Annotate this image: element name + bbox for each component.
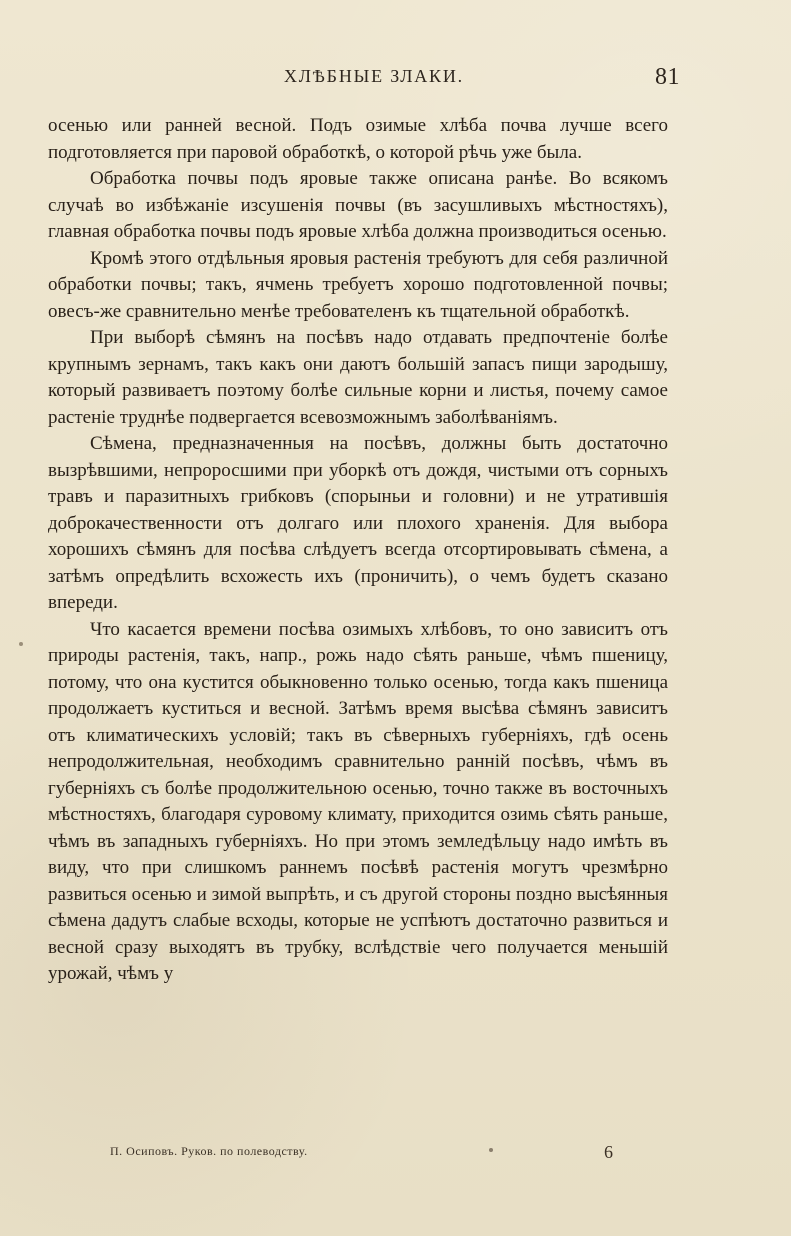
footer-signature: П. Осиповъ. Руков. по полеводству. bbox=[110, 1144, 308, 1158]
paragraph-3: Кромѣ этого отдѣльныя яровыя растенія требуютъ для себя различной обработки почвы; такъ, ячмень требуетъ хорошо подготовленной почвы; овесъ-же сравнительно менѣе требователенъ къ тщательной обработкѣ. bbox=[48, 247, 668, 322]
page-footer bbox=[110, 1142, 613, 1166]
footer-sheet-number: 6 bbox=[604, 1142, 613, 1162]
paragraph-2: Обработка почвы подъ яровые также описана ранѣе. Во всякомъ случаѣ во избѣжаніе изсушенія почвы (въ засушливыхъ мѣстностяхъ), главная обработка почвы подъ яровые хлѣба должна производиться осенью. bbox=[48, 168, 668, 242]
page-number: 81 bbox=[655, 64, 680, 90]
running-head: ХЛѢБНЫЕ ЗЛАКИ. bbox=[284, 66, 464, 86]
main-text bbox=[48, 113, 668, 1133]
margin-mark bbox=[19, 642, 23, 646]
paragraph-4: При выборѣ сѣмянъ на посѣвъ надо отдавать предпочтеніе болѣе крупнымъ зернамъ, такъ какъ они даютъ большій запасъ пищи зародышу, который развиваетъ поэтому болѣе сильные корни и листья, почему самое растеніе труднѣе подвергается всевозможнымъ заболѣваніямъ. bbox=[48, 327, 668, 428]
paragraph-6: Что касается времени посѣва озимыхъ хлѣбовъ, то оно зависитъ отъ природы растенія, такъ, напр., рожь надо сѣять раньше, чѣмъ пшеницу, потому, что она кустится обыкновенно только осенью, тогда какъ пшеница продолжаетъ куститься и весной. Затѣмъ время высѣва сѣмянъ зависитъ отъ климатическихъ условій; такъ въ сѣверныхъ губерніяхъ, гдѣ осень непродолжительная, необходимъ сравнительно ранній посѣвъ, чѣмъ въ губерніяхъ съ болѣе продолжительною осенью, точно также въ восточныхъ мѣстностяхъ, благодаря суровому климату, приходится озимь сѣять раньше, чѣмъ въ западныхъ губерніяхъ. Но при этомъ земледѣльцу надо имѣть въ виду, что при слишкомъ раннемъ посѣвѣ растенія могутъ чрезмѣрно развиться осенью и зимой выпрѣть, и съ другой стороны поздно высѣянныя сѣмена дадутъ слабые всходы, которые не успѣютъ достаточно развиться и весной сразу выходятъ въ трубку, вслѣдствіе чего получается меньшій урожай, чѣмъ у bbox=[48, 618, 668, 984]
page-header bbox=[88, 64, 680, 104]
paragraph-5: Сѣмена, предназначенныя на посѣвъ, должны быть достаточно вызрѣвшими, непроросшими при уборкѣ отъ дождя, чистыми отъ сорныхъ травъ и паразитныхъ грибковъ (спорыньи и головни) и не утратившія доброкачественности отъ долгаго или плохого храненія. Для выбора хорошихъ сѣмянъ для посѣва слѣдуетъ всегда отсортировывать сѣмена, а затѣмъ опредѣлить всхожесть ихъ (проничить), о чемъ будетъ сказано впереди. bbox=[48, 433, 668, 613]
paragraph-1: осенью или ранней весной. Подъ озимые хлѣба почва лучше всего подготовляется при паровой обработкѣ, о которой рѣчь уже была. bbox=[48, 115, 668, 163]
